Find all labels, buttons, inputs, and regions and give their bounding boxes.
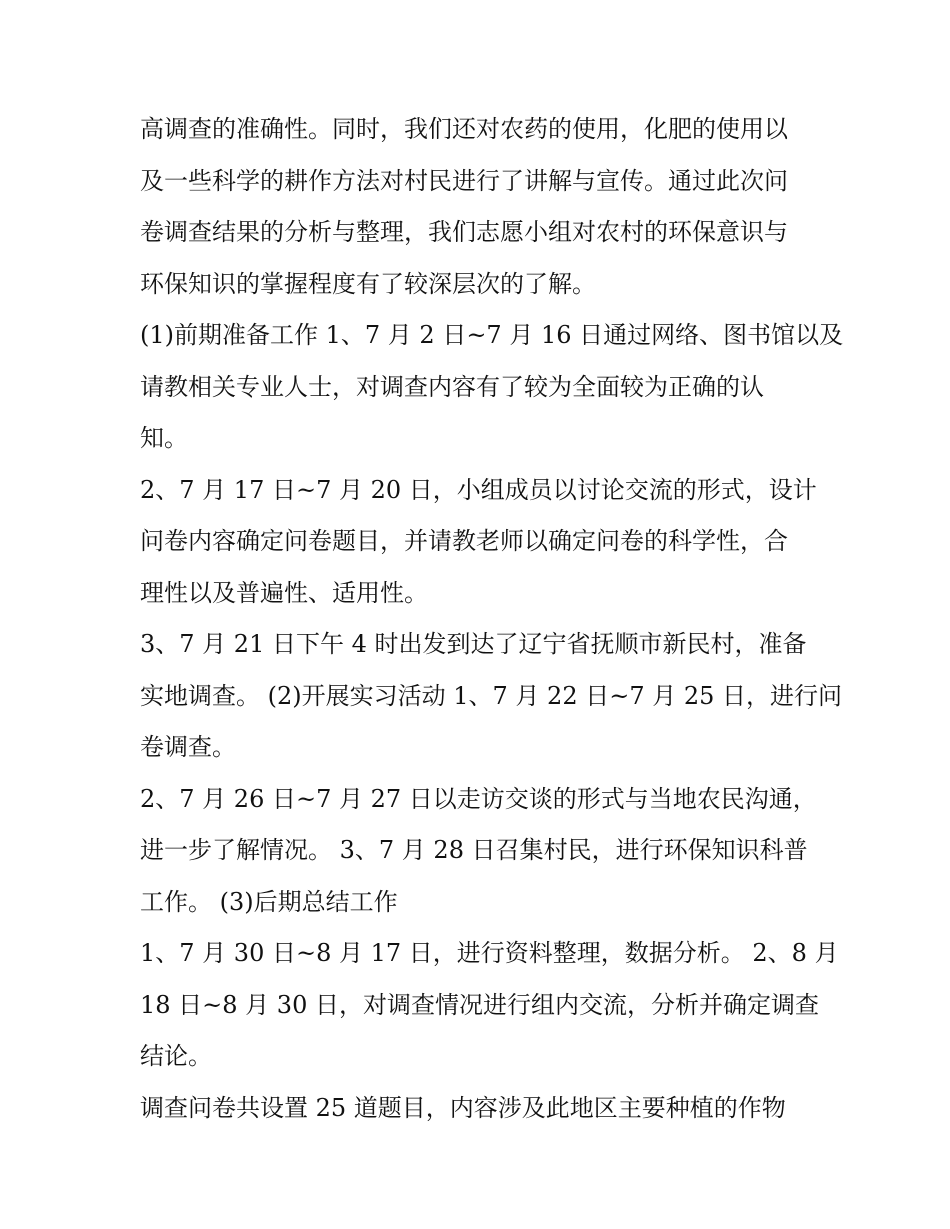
text-line: 3、7 月 21 日下午 4 时出发到达了辽宁省抚顺市新民村，准备 xyxy=(140,630,807,658)
text-line: 卷调查。 xyxy=(140,733,236,761)
text-line: 请教相关专业人士，对调查内容有了较为全面较为正确的认 xyxy=(140,372,764,401)
text-line: 卷调查结果的分析与整理，我们志愿小组对农村的环保意识与 xyxy=(140,218,788,246)
text-line: 18 日~8 月 30 日，对调查情况进行组内交流，分析并确定调查 xyxy=(140,990,819,1019)
text-line: 2、7 月 17 日~7 月 20 日，小组成员以讨论交流的形式，设计 xyxy=(140,475,817,504)
text-line: 及一些科学的耕作方法对村民进行了讲解与宣传。通过此次问 xyxy=(140,166,788,195)
text-line: 问卷内容确定问卷题目，并请教老师以确定问卷的科学性，合 xyxy=(140,527,788,555)
paragraph-interviews xyxy=(140,774,815,929)
text-line: 高调查的准确性。同时，我们还对农药的使用，化肥的使用以 xyxy=(140,115,788,143)
text-line: 理性以及普遍性、适用性。 xyxy=(140,578,428,607)
text-line: 进一步了解情况。 3、7 月 28 日召集村民，进行环保知识科普 xyxy=(140,836,808,864)
paragraph-survey-accuracy xyxy=(140,104,815,310)
text-line: 环保知识的掌握程度有了较深层次的了解。 xyxy=(140,269,596,298)
paragraph-summary xyxy=(140,928,839,1083)
text-line: 调查问卷共设置 25 道题目，内容涉及此地区主要种植的作物 xyxy=(140,1093,786,1122)
text-line: 实地调查。 (2)开展实习活动 1、7 月 22 日~7 月 25 日，进行问 xyxy=(140,681,843,710)
document-body xyxy=(140,104,844,1134)
paragraph-preparation xyxy=(140,310,844,465)
paragraph-departure xyxy=(140,619,843,774)
text-line: 知。 xyxy=(140,424,188,452)
text-line: 工作。 (3)后期总结工作 xyxy=(140,887,398,916)
paragraph-questionnaire-design xyxy=(140,465,815,620)
text-line: (1)前期准备工作 1、7 月 2 日~7 月 16 日通过网络、图书馆以及 xyxy=(140,321,844,349)
text-line: 结论。 xyxy=(140,1042,212,1070)
paragraph-questionnaire-items xyxy=(140,1083,815,1135)
text-line: 2、7 月 26 日~7 月 27 日以走访交谈的形式与当地农民沟通， xyxy=(140,784,817,813)
text-line: 1、7 月 30 日~8 月 17 日，进行资料整理，数据分析。 2、8 月 xyxy=(140,939,839,967)
